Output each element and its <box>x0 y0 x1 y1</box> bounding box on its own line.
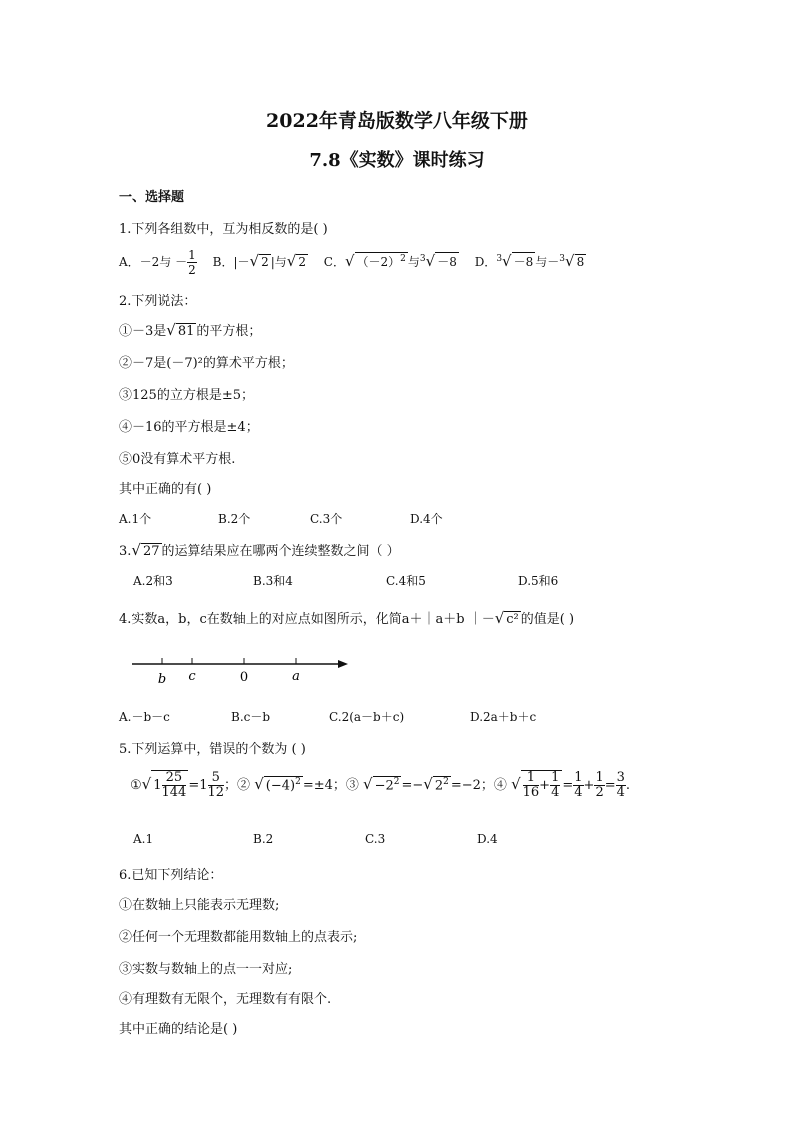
q2-option-c: C.3个 <box>310 512 343 526</box>
q2-stem: 2.下列说法： <box>119 294 197 309</box>
q2-option-d: D.4个 <box>410 512 443 526</box>
q6-stem: 6.已知下列结论： <box>119 868 223 883</box>
q5-stem: 5.下列运算中，错误的个数为 ( ) <box>119 742 306 757</box>
label-b: b <box>157 672 167 687</box>
q2-option-a: A.1个 <box>119 512 152 526</box>
number-line-arrow <box>338 660 348 668</box>
q3-option-c: C.4和5 <box>386 574 426 588</box>
q1-option-b: B．|－√ 2 |与√ 2 <box>212 252 306 270</box>
number-line-figure <box>120 650 360 690</box>
q4-option-c: C.2(a－b＋c) <box>329 710 405 724</box>
q5-option-d: D.4 <box>477 832 498 846</box>
q6-statement-3: ③实数与数轴上的点一一对应; <box>119 962 293 977</box>
q6-ask: 其中正确的结论是( ) <box>119 1022 238 1037</box>
q1-option-a: A．－2与 － $\frac{1}{2}$ <box>119 248 196 277</box>
q3-option-d: D.5和6 <box>518 574 559 588</box>
q3-option-b: B.3和4 <box>253 574 293 588</box>
q2-statement-2: ②－7是(－7)²的算术平方根； <box>119 356 294 371</box>
q4-option-d: D.2a＋b＋c <box>470 710 537 724</box>
q2-statement-4: ④－16的平方根是±4； <box>119 420 259 435</box>
q4-option-b: B.c－b <box>231 710 271 724</box>
q5-option-c: C.3 <box>365 832 386 846</box>
q1-stem: 1.下列各组数中，互为相反数的是( ) <box>119 222 328 237</box>
q1-option-c: C．√ $(-2)^2$ 与$^3$√ －8 <box>323 252 457 270</box>
page-title: 2022年青岛版数学八年级下册 <box>266 110 528 132</box>
label-a: a <box>292 669 300 684</box>
label-c: c <box>188 669 196 684</box>
q2-statement-3: ③125的立方根是±5； <box>119 388 254 403</box>
q6-statement-2: ②任何一个无理数都能用数轴上的点表示; <box>119 930 358 945</box>
section-heading: 一、选择题 <box>119 190 185 205</box>
q1-option-d: D．$^3$√ －8 与－$^3$√ 8 <box>474 252 585 270</box>
q4-stem: 4.实数a，b，c在数轴上的对应点如图所示，化简a＋｜a＋b ｜－√ c² 的值是( ) <box>119 609 575 627</box>
q1-options <box>119 248 586 277</box>
q3-option-a: A.2和3 <box>133 574 173 588</box>
q3-stem: 3.√ 27 的运算结果应在哪两个连续整数之间（ ） <box>119 541 400 559</box>
q6-statement-1: ①在数轴上只能表示无理数; <box>119 898 280 913</box>
q2-ask: 其中正确的有( ) <box>119 482 212 497</box>
q2-statement-5: ⑤0没有算术平方根. <box>119 452 236 467</box>
label-0: 0 <box>239 670 249 685</box>
q5-expressions: ①√ 1 $\frac{25}{144}$ =1 $\frac{5}{12}$ ；② √ $(-4)^2 =\pm 4$；③ √ $-2^2$ =−√ $2^2 =-2$；④ √ $\frac{1}{16}$ + $\frac{1}{4}$ = $\frac{1}{4}$ + $\frac{1}{2}$ = $\frac{3}{4}$ . <box>130 770 631 800</box>
page-subtitle: 7.8《实数》课时练习 <box>309 150 485 171</box>
q2-statement-1: ①－3是√ 81 的平方根； <box>119 321 262 339</box>
q5-option-b: B.2 <box>253 832 274 846</box>
q4-option-a: A.－b－c <box>119 710 170 724</box>
q2-option-b: B.2个 <box>218 512 251 526</box>
q6-statement-4: ④有理数有无限个，无理数有有限个. <box>119 992 332 1007</box>
q5-option-a: A.1 <box>133 832 154 846</box>
